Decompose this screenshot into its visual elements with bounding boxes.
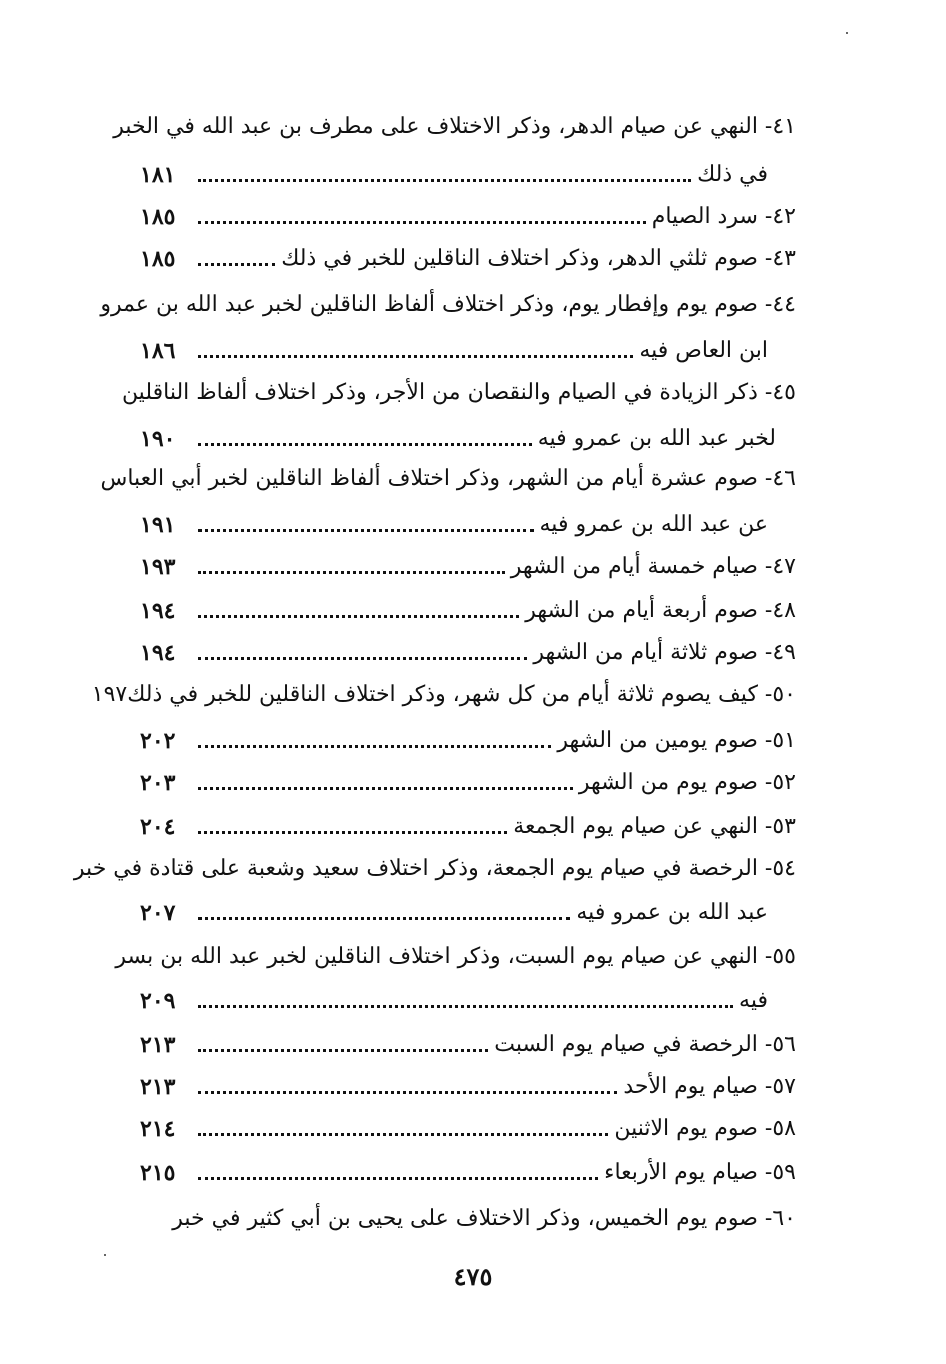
toc-entry (140, 884, 768, 928)
toc-entry (140, 798, 796, 842)
toc-entry (100, 450, 796, 494)
toc-entry-text: عبد الله بن عمرو فيه (576, 900, 768, 925)
toc-page-ref: ١٩٤ (140, 598, 176, 624)
toc-page-ref: ١٨٦ (140, 338, 176, 364)
toc-entry-text: في ذلك (697, 162, 768, 187)
toc-entry (91, 666, 796, 710)
toc-entry-text: عن عبد الله بن عمرو فيه (539, 512, 768, 537)
leader-dots (198, 529, 534, 532)
toc-entry (140, 1058, 796, 1102)
toc-page-ref: ٢٠٣ (140, 770, 176, 796)
toc-entry-text: لخبر عبد الله بن عمرو فيه (537, 426, 776, 451)
leader-dots (198, 1049, 488, 1052)
toc-entry (140, 230, 796, 274)
toc-entry-text: ٤٩- صوم ثلاثة أيام من الشهر (533, 640, 796, 665)
scan-speck (104, 1254, 106, 1256)
toc-page-ref: ٢٠٤ (140, 814, 176, 840)
toc-entry (140, 410, 776, 454)
leader-dots (198, 831, 507, 834)
leader-dots (198, 571, 505, 574)
toc-entry-text: ٤٨- صوم أربعة أيام من الشهر (525, 598, 796, 623)
toc-page-ref: ٢١٣ (140, 1074, 176, 1100)
leader-dots (198, 443, 532, 446)
leader-dots (198, 221, 646, 224)
toc-entry-text: ٤٢- سرد الصيام (651, 204, 796, 229)
leader-dots (198, 657, 527, 660)
toc-entry-text: ٤٧- صيام خمسة أيام من الشهر (510, 554, 796, 579)
toc-entry-text: فيه (739, 988, 768, 1013)
toc-entry (100, 276, 796, 320)
leader-dots (198, 917, 570, 920)
leader-dots (198, 1091, 617, 1094)
toc-page-ref: ١٨١ (140, 162, 176, 188)
leader-dots (198, 745, 551, 748)
toc-page-ref: ٢٠٧ (140, 900, 176, 926)
toc-page-ref: ١٩١ (140, 512, 176, 538)
toc-entry-text: ٥٦- الرخصة في صيام يوم السبت (494, 1032, 796, 1057)
scan-speck (846, 32, 848, 34)
toc-entry-text: ٤٦- صوم عشرة أيام من الشهر، وذكر اختلاف ألفاظ الناقلين لخبر أبي العباس (100, 466, 796, 491)
toc-entry (121, 364, 796, 408)
toc-entry (140, 146, 768, 190)
toc-entry-text: ٥٠- كيف يصوم ثلاثة أيام من كل شهر، وذكر اختلاف الناقلين للخبر في ذلك١٩٧ (91, 682, 796, 707)
toc-entry (113, 98, 796, 142)
leader-dots (198, 1005, 733, 1008)
leader-dots (198, 1177, 598, 1180)
leader-dots (198, 787, 573, 790)
toc-entry-text: ٥٨- صوم يوم الاثنين (614, 1116, 796, 1141)
toc-entry (140, 1144, 796, 1188)
toc-page-ref: ٢١٣ (140, 1032, 176, 1058)
toc-entry-text: ابن العاص فيه (639, 338, 768, 363)
toc-page-ref: ٢١٤ (140, 1116, 176, 1142)
toc-entry (140, 188, 796, 232)
toc-entry-text: ٤٣- صوم ثلثي الدهر، وذكر اختلاف الناقلين للخبر في ذلك (281, 246, 796, 271)
toc-page-ref: ١٩٠ (140, 426, 176, 452)
toc-entry-text: ٦٠- صوم يوم الخميس، وذكر الاختلاف على يحيى بن أبي كثير في خبر (172, 1206, 796, 1231)
toc-entry-text: ٥٩- صيام يوم الأربعاء (604, 1160, 796, 1185)
toc-entry-text: ٥٤- الرخصة في صيام يوم الجمعة، وذكر اختلاف سعيد وشعبة على قتادة في خبر (73, 856, 796, 881)
leader-dots (198, 355, 633, 358)
toc-entry-text: ٥١- صوم يومين من الشهر (557, 728, 796, 753)
leader-dots (198, 179, 691, 182)
toc-entry (140, 538, 796, 582)
toc-entry (140, 322, 768, 366)
toc-entry-text: ٥٧- صيام يوم الأحد (623, 1074, 796, 1099)
toc-entry-text: ٤١- النهي عن صيام الدهر، وذكر الاختلاف على مطرف بن عبد الله في الخبر (113, 114, 796, 139)
toc-entry-text: ٤٤- صوم يوم وإفطار يوم، وذكر اختلاف ألفاظ الناقلين لخبر عبد الله بن عمرو (100, 292, 796, 317)
toc-entry (140, 972, 768, 1016)
toc-entry (140, 496, 768, 540)
toc-entry (73, 840, 796, 884)
toc-entry (140, 624, 796, 668)
toc-entry (140, 582, 796, 626)
toc-entry-text: ٤٥- ذكر الزيادة في الصيام والنقصان من الأجر، وذكر اختلاف ألفاظ الناقلين (121, 380, 796, 405)
toc-entry (140, 712, 796, 756)
toc-page-ref: ١٨٥ (140, 246, 176, 272)
leader-dots (198, 615, 519, 618)
toc-entry (140, 1190, 796, 1234)
toc-page-ref: ٢١٥ (140, 1160, 176, 1186)
toc-entry-text: ٥٥- النهي عن صيام يوم السبت، وذكر اختلاف الناقلين لخبر عبد الله بن بسر (115, 944, 796, 969)
toc-page-ref: ٢٠٩ (140, 988, 176, 1014)
toc-entry (140, 1100, 796, 1144)
toc-page-ref: ١٨٥ (140, 204, 176, 230)
toc-entry (140, 1016, 796, 1060)
page-number: ٤٧٥ (453, 1262, 493, 1291)
toc-page-ref: ٢٠٢ (140, 728, 176, 754)
leader-dots (198, 1133, 608, 1136)
toc-page-ref: ١٩٣ (140, 554, 176, 580)
toc-entry-text: ٥٣- النهي عن صيام يوم الجمعة (513, 814, 796, 839)
toc-entry-text: ٥٢- صوم يوم من الشهر (578, 770, 796, 795)
toc-page-ref: ١٩٤ (140, 640, 176, 666)
toc-entry (140, 754, 796, 798)
toc-entry (115, 928, 796, 972)
leader-dots (198, 263, 275, 266)
